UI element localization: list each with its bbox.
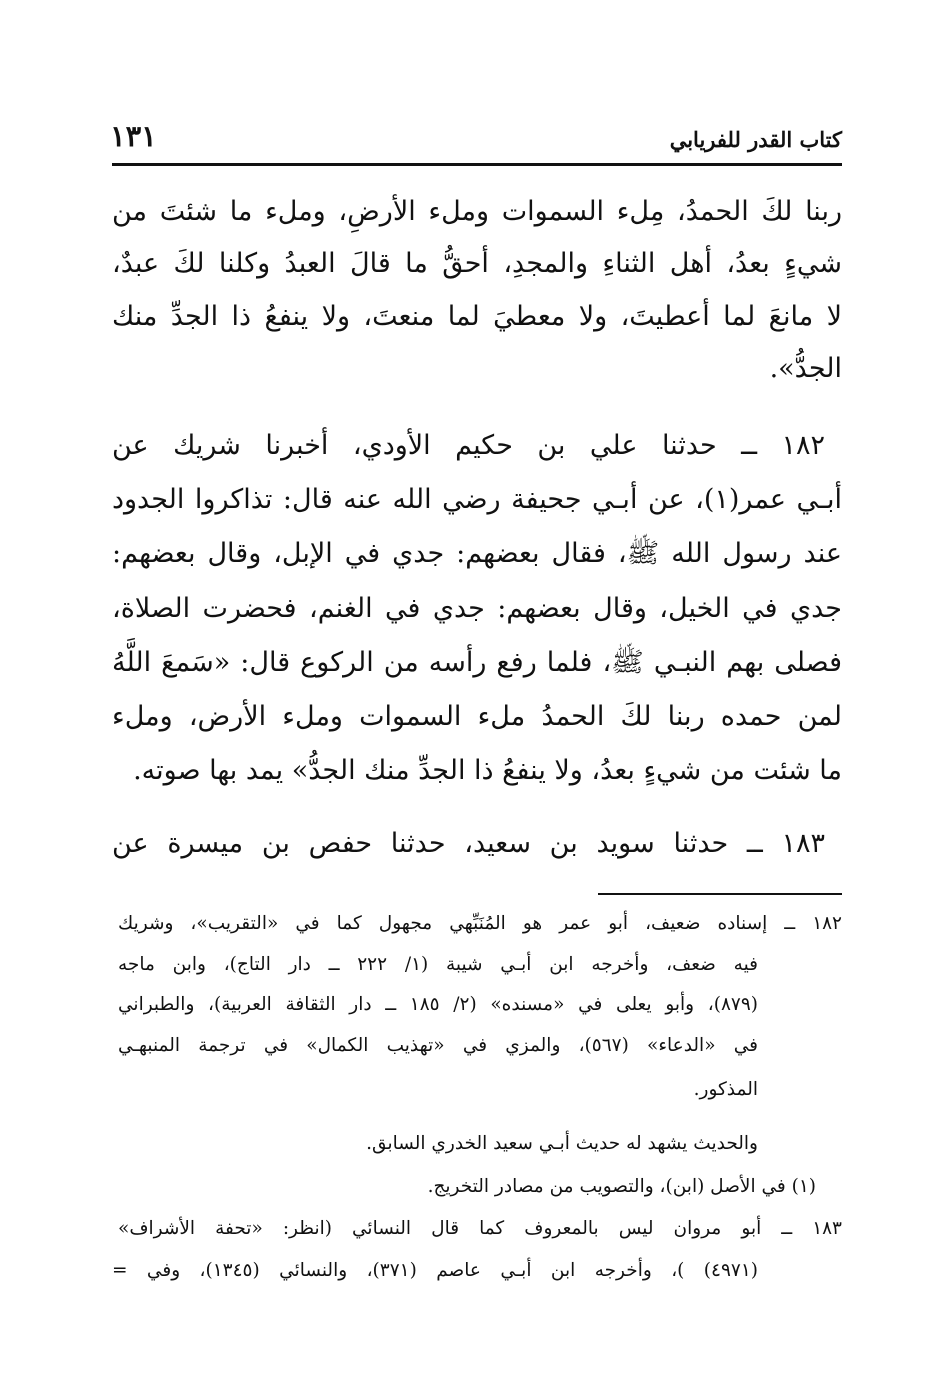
body-line: عند رسول الله ﷺ، فقال بعضهم: جدي في الإبل، وقال بعضهم: [112,538,842,569]
body-line: شيءٍ بعدُ، أهل الثناءِ والمجدِ، أحقُّ ما قالَ العبدُ وكلنا لكَ عبدٌ، [112,248,842,279]
hadith-182-first-line: ١٨٢ ــ حدثنا علي بن حكيم الأودي، أخبرنا شريك عن [112,430,825,461]
body-line: لا مانعَ لما أعطيتَ، ولا معطيَ لما منعتَ، ولا ينفعُ ذا الجدِّ منك [112,301,842,332]
body-line: جدي في الخيل، وقال بعضهم: جدي في الغنم، فحضرت الصلاة، [112,593,842,624]
footnote-line: (٤٩٧١) )، وأخرجه ابن أبـي عاصم (٣٧١)، والنسائي (١٣٤٥)، وفي = [112,1260,758,1281]
footnote-line: فيه ضعف، وأخرجه ابن أبـي شيبة (١/ ٢٢٢ ــ دار التاج)، وابن ماجه [118,954,758,975]
footnote-line: (٨٧٩)، وأبو يعلى في «مسنده» (٢/ ١٨٥ ــ دار الثقافة العربية)، والطبراني [118,994,758,1015]
body-line: الجدُّ». [769,353,842,384]
hadith-183-first-line: ١٨٣ ــ حدثنا سويد بن سعيد، حدثنا حفص بن ميسرة عن [112,828,825,859]
footnote-line: ١٨٣ ــ أبو مروان ليس بالمعروف كما قال النسائي (انظر: «تحفة الأشراف» [118,1218,842,1239]
footnote-line: (١) في الأصل (ابن)، والتصويب من مصادر التخريج. [427,1176,816,1197]
footnote-separator [598,893,842,895]
body-line: ما شئت من شيءٍ بعدُ، ولا ينفعُ ذا الجدِّ منك الجدُّ» يمد بها صوته. [133,755,842,786]
footnote-line: المذكور. [693,1079,758,1100]
footnote-line: ١٨٢ ــ إسناده ضعيف، أبو عمر هو المُنَبِّهي مجهول كما في «التقريب»، وشريك [118,913,842,934]
footnote-line: في «الدعاء» (٥٦٧)، والمزي في «تهذيب الكمال» في ترجمة المنبهـي [118,1035,758,1056]
page-number: ١٣١ [110,119,157,153]
body-line: أبـي عمر(١)، عن أبـي جحيفة رضي الله عنه قال: تذاكروا الجدود [112,484,842,515]
footnote-line: والحديث يشهد له حديث أبـي سعيد الخدري السابق. [366,1133,758,1154]
body-line: فصلى بهم النبـي ﷺ، فلما رفع رأسه من الركوع قال: «سَمعَ اللَّهُ [112,647,842,678]
running-header-title: كتاب القدر للفريابي [669,127,842,152]
body-line: ربنا لكَ الحمدُ، مِلء السموات وملء الأرضِ، وملء ما شئتَ من [112,196,842,227]
header-divider [112,163,842,166]
body-line: لمن حمده ربنا لكَ الحمدُ ملء السموات وملء الأرض، وملء [112,701,842,732]
